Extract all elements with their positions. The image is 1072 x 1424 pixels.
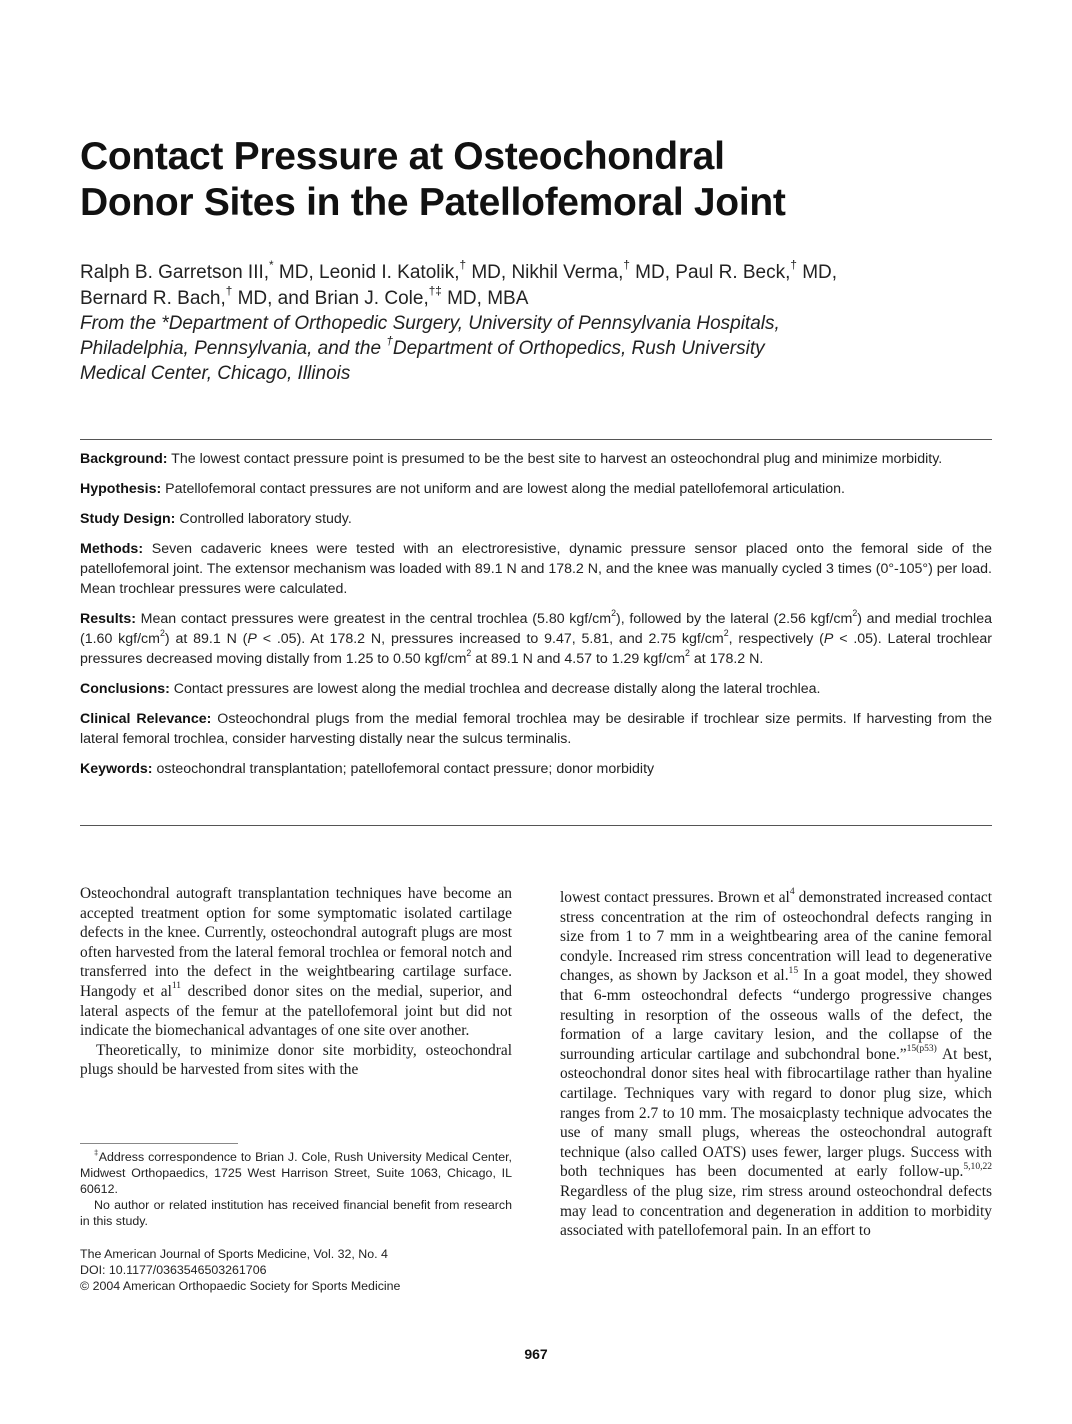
author-name: Bernard R. Bach, [80, 288, 226, 309]
superscript: 2 [611, 607, 616, 618]
superscript: 2 [685, 647, 690, 658]
section-text: at 178.2 N. [689, 651, 764, 667]
abstract-study-design [80, 509, 992, 529]
author-mark: * [269, 258, 274, 272]
section-text: , respectively ( [728, 631, 824, 647]
p-value-symbol: P [823, 631, 834, 647]
journal-info [80, 1246, 520, 1294]
abstract-results [80, 609, 992, 669]
abstract-bottom-rule [80, 825, 992, 826]
footnote-correspondence [80, 1149, 512, 1197]
section-text: Contact pressures are lowest along the medial trochlea and decrease distally along the lateral trochlea. [169, 681, 821, 697]
title-line-1: Contact Pressure at Osteochondral [80, 135, 725, 178]
author-name: Leonid I. Katolik, [319, 262, 460, 283]
abstract-hypothesis [80, 479, 992, 499]
body-paragraph [80, 884, 512, 1041]
affiliation [80, 311, 980, 386]
section-text: Mean contact pressures were greatest in the central trochlea (5.80 kgf/cm [135, 611, 612, 627]
section-text: The lowest contact pressure point is presumed to be the best site to harvest an osteochondral plug and minimize morbidity. [167, 451, 943, 467]
section-label: Keywords: [80, 761, 153, 777]
section-text: at 89.1 N and 4.57 to 1.29 kgf/cm [471, 651, 686, 667]
affiliation-text: Philadelphia, Pennsylvania, and the [80, 338, 387, 359]
author-degree: MD, MBA [441, 288, 529, 309]
abstract [80, 449, 992, 789]
body-column-right [560, 888, 992, 1241]
body-text: described donor sites on the medial, superior, and lateral aspects of the femur at the patellofemoral joint but did not indicate the biomechanical advantages of one site over another. [80, 982, 513, 1040]
page-number: 967 [524, 1346, 548, 1362]
author-degree: MD, and [232, 288, 315, 309]
abstract-methods [80, 539, 992, 599]
article-title [80, 134, 1010, 226]
author-name: Paul R. Beck, [675, 262, 791, 283]
section-label: Background: [80, 451, 168, 467]
abstract-keywords [80, 759, 992, 779]
affiliation-line-2 [80, 336, 980, 361]
footnotes [80, 1149, 512, 1229]
section-label: Study Design: [80, 511, 176, 527]
body-text: In a goat model, they showed that 6-mm osteochondral defects “undergo progressive changes resulting in resorption of the osseous walls of the defect, the formation of a large cavitary lesion, and the collapse of the surrounding articular cartilage and subchondral bone.” [560, 967, 992, 1063]
author-mark: † [790, 258, 797, 272]
section-text: osteochondral transplantation; patellofemoral contact pressure; donor morbidity [152, 761, 655, 777]
author-name: Brian J. Cole, [314, 288, 429, 309]
author-degree: MD, [796, 262, 838, 283]
affiliation-line-1: From the *Department of Orthopedic Surgery, University of Pennsylvania Hospitals, [80, 313, 780, 334]
body-paragraph: Theoretically, to minimize donor site morbidity, osteochondral plugs should be harvested from sites with the [80, 1041, 512, 1079]
section-label: Clinical Relevance: [80, 711, 212, 727]
abstract-background [80, 449, 992, 469]
affiliation-line-3: Medical Center, Chicago, Illinois [80, 363, 351, 384]
body-column-left [80, 884, 512, 1080]
section-label: Methods: [80, 541, 144, 557]
section-text: < .05). At 178.2 N, pressures increased to 9.47, 5.81, and 2.75 kgf/cm [256, 631, 724, 647]
body-text: At best, osteochondral donor sites heal with fibrocartilage rather than hyaline cartilage. Techniques vary with regard to donor plug size, which ranges from 2.7 to 10 mm. The mosaicplasty technique advocates the use of many small plugs, whereas the osteochondral autograft technique (also called OATS) uses fewer, larger plugs. Success with both techniques has been documented at early follow-up. [560, 1045, 992, 1181]
abstract-clinical-relevance [80, 709, 992, 749]
superscript: 2 [466, 647, 472, 658]
body-paragraph [560, 888, 992, 1241]
p-value-symbol: P [247, 631, 257, 647]
author-mark: † [623, 258, 630, 272]
author-mark: † [225, 284, 233, 298]
footnote-text: Address correspondence to Brian J. Cole, Rush University Medical Center, Midwest Orthopaedics, 1725 West Harrison Street, Suite 1063, Chicago, IL 60612. [80, 1150, 512, 1196]
author-line-2 [80, 286, 1020, 312]
section-text: Controlled laboratory study. [175, 511, 352, 527]
author-name: Nikhil Verma, [511, 262, 624, 283]
superscript: 2 [159, 627, 165, 638]
footnote-mark: ‡ [94, 1147, 99, 1157]
section-text: Seven cadaveric knees were tested with an electroresistive, dynamic pressure sensor placed onto the femoral side of the patellofemoral joint. The extensor mechanism was loaded with 89.1 N and 178.2 N, and the knee was manually cycled 3 times (0°-105°) per load. Mean trochlear pressures were calculated. [80, 541, 992, 597]
section-text: ) at 89.1 N ( [164, 631, 248, 647]
citation-ref: 15 [788, 964, 799, 976]
section-text: Osteochondral plugs from the medial femoral trochlea may be desirable if trochlear size permits. If harvesting from the lateral femoral trochlea, consider harvesting distally near the sulcus terminalis. [80, 711, 992, 747]
affiliation-mark: † [386, 334, 393, 348]
citation-ref: 5,10,22 [963, 1160, 992, 1172]
citation-ref: 4 [789, 886, 795, 898]
body-text: lowest contact pressures. Brown et al [560, 889, 790, 906]
journal-copyright: © 2004 American Orthopaedic Society for Sports Medicine [80, 1279, 401, 1293]
author-degree: MD, [273, 262, 320, 283]
abstract-top-rule [80, 439, 992, 440]
author-degree: MD, [466, 262, 512, 283]
body-text: Osteochondral autograft transplantation techniques have become an accepted treatment option for some symptomatic isolated cartilage defects in the knee. Currently, osteochondral autograft plugs are most often harvested from the lateral femoral trochlea or femoral notch and transferred into the defect in the weightbearing cartilage surface. Hangody et al [80, 885, 512, 1000]
abstract-conclusions [80, 679, 992, 699]
section-label: Results: [80, 611, 136, 627]
journal-citation: The American Journal of Sports Medicine, Vol. 32, No. 4 [80, 1247, 388, 1261]
section-label: Hypothesis: [80, 481, 162, 497]
superscript: 2 [852, 607, 858, 618]
section-label: Conclusions: [80, 681, 170, 697]
author-degree: MD, [629, 262, 676, 283]
citation-ref: 15(p53) [906, 1043, 937, 1055]
author-name: Ralph B. Garretson III, [80, 262, 270, 283]
author-line-1 [80, 260, 1020, 286]
body-text: Regardless of the plug size, rim stress around osteochondral defects may lead to concentration and degeneration in addition to morbidity associated with patellofemoral pain. In an effort to [560, 1182, 992, 1240]
footnote-disclosure: No author or related institution has received financial benefit from research in this study. [80, 1198, 512, 1228]
citation-ref: 11 [171, 980, 182, 992]
author-mark: † [459, 258, 467, 272]
title-line-2: Donor Sites in the Patellofemoral Joint [80, 181, 786, 224]
author-mark: †‡ [428, 284, 442, 298]
affiliation-text: Department of Orthopedics, Rush University [392, 338, 765, 359]
superscript: 2 [723, 627, 729, 638]
section-text: ) and medial trochlea (1.60 kgf/cm [80, 611, 992, 647]
section-text: Patellofemoral contact pressures are not uniform and are lowest along the medial patellofemoral articulation. [161, 481, 845, 497]
body-text: demonstrated increased contact stress concentration at the rim of osteochondral defects ranging in size from 1 to 7 mm in a weightbearing area of the canine femoral condyle. Increased rim stress concentration will lead to degenerative changes, as shown by Jackson et al. [560, 889, 993, 985]
journal-doi: DOI: 10.1177/0363546503261706 [80, 1263, 267, 1277]
author-list [80, 260, 1020, 312]
footnote-rule [80, 1143, 238, 1144]
section-text: ), followed by the lateral (2.56 kgf/cm [616, 611, 853, 627]
section-text: < .05). Lateral trochlear pressures decreased moving distally from 1.25 to 0.50 kgf/cm [80, 631, 992, 667]
